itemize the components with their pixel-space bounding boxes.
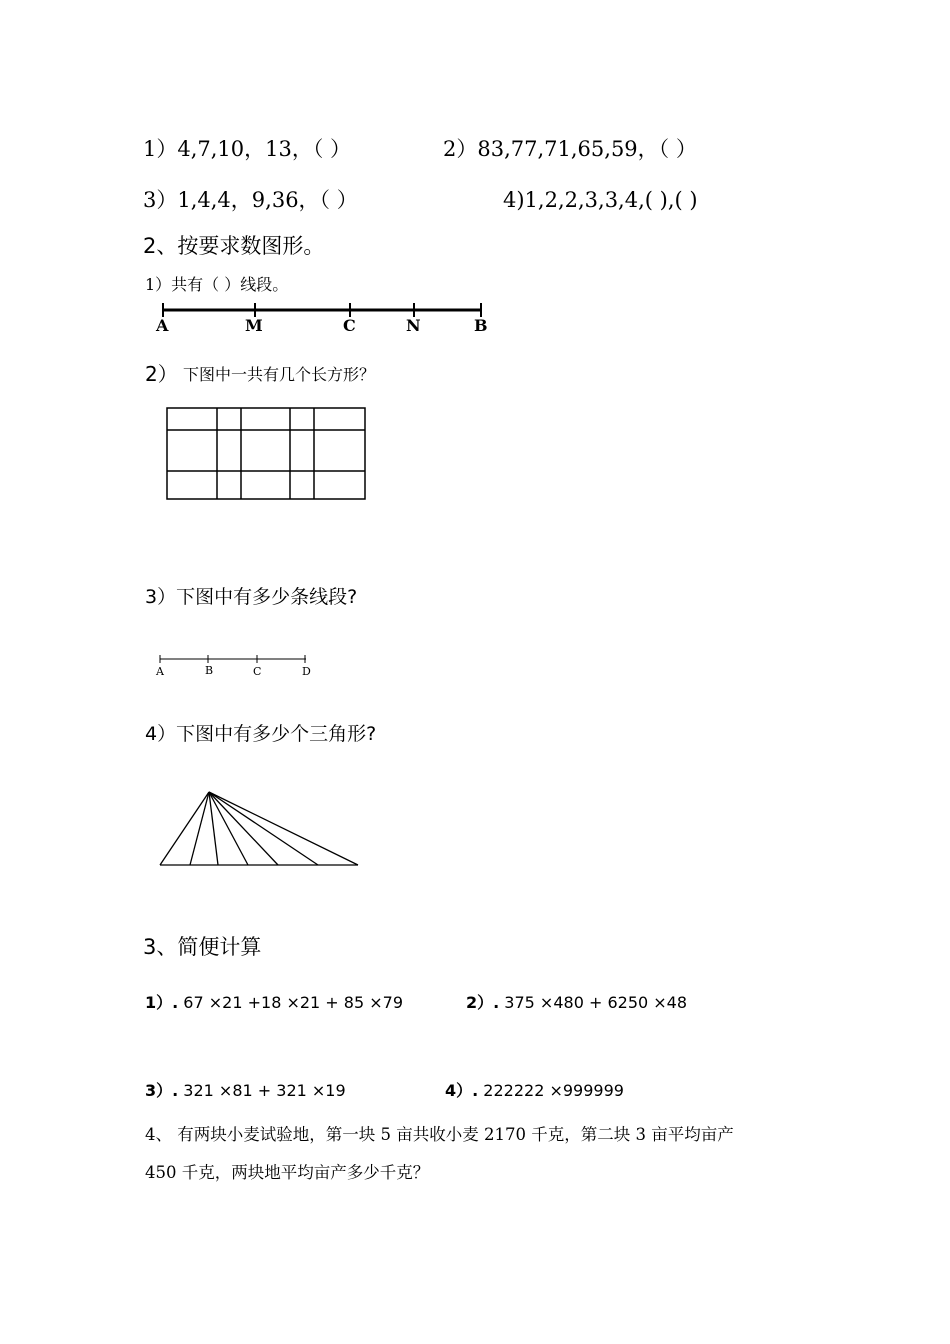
sequence-4: 4)1,2,2,3,3,4,( ),( ) [503,188,698,212]
section-3-heading: 3、简便计算 [143,935,262,959]
point-label-c: C [343,316,356,335]
part-3-prompt: 3）下图中有多少条线段? [145,586,358,608]
calc-3-label: 3）. [145,1081,179,1100]
part-2-number: 2） [145,362,178,386]
calc-4-expression: 222222 ×999999 [478,1081,624,1100]
small-point-label-c: C [253,665,262,678]
section-2-heading: 2、按要求数图形。 [143,234,325,258]
part-1-prompt: 1）共有（ ）线段。 [145,275,289,294]
word-problem-line-2: 450 千克，两块地平均亩产多少千克？ [145,1163,430,1182]
sequence-2: 2）83,77,71,65,59，（ ） [443,137,697,161]
calc-2 [466,995,687,1011]
calc-1-expression: 67 ×21 +18 ×21 + 85 ×79 [178,993,404,1012]
calc-1-label: 1）. [145,993,179,1012]
point-label-a: A [156,316,169,335]
small-point-label-b: B [205,664,214,677]
calc-3 [145,1083,346,1099]
point-label-m: M [245,316,263,335]
point-label-n: N [406,316,421,335]
small-point-label-d: D [302,665,311,678]
calc-2-label: 2）. [466,993,500,1012]
point-label-b: B [474,316,488,335]
calc-4 [445,1083,624,1099]
sequence-1: 1）4,7,10，13，（ ） [143,137,352,161]
calc-1 [145,995,403,1011]
calc-2-expression: 375 ×480 + 6250 ×48 [499,993,688,1012]
small-point-label-a: A [156,665,164,678]
part-2-prompt: 下图中一共有几个长方形？ [183,365,376,384]
part-4-prompt: 4）下图中有多少个三角形? [145,723,377,745]
word-problem-line-1: 4、 有两块小麦试验地，第一块 5 亩共收小麦 2170 千克，第二块 3 亩平均亩产 [145,1125,734,1144]
calc-4-label: 4）. [445,1081,479,1100]
calc-3-expression: 321 ×81 + 321 ×19 [178,1081,346,1100]
sequence-3: 3）1,4,4，9,36，（ ） [143,188,358,212]
